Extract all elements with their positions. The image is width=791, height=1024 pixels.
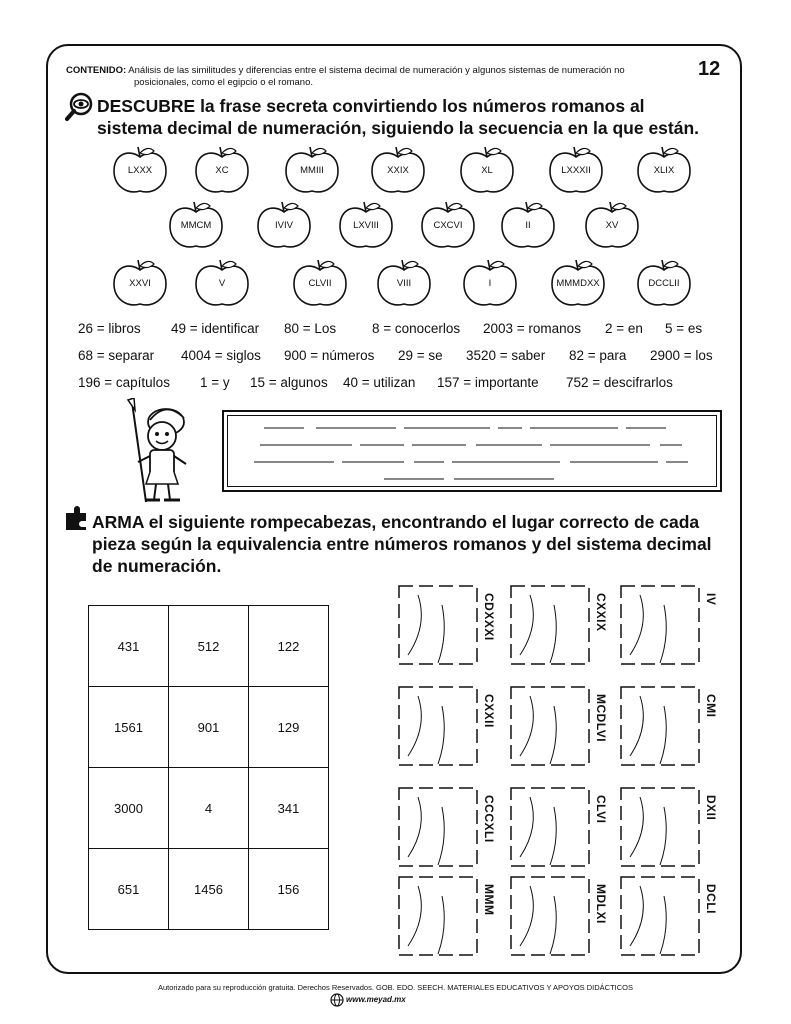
apple-card	[190, 145, 254, 197]
content-label: CONTENIDO:	[66, 65, 127, 76]
piece-roman-numeral: IV	[704, 593, 718, 606]
piece-outline	[398, 585, 494, 665]
dict-item: 68 = separar	[78, 348, 155, 363]
apple-roman-numeral: LXXX	[127, 165, 153, 176]
apple-roman-numeral: LXXXII	[561, 165, 591, 176]
apple-card	[334, 200, 398, 252]
piece-outline	[398, 876, 494, 956]
apple-roman-numeral: II	[525, 220, 531, 231]
piece-roman-numeral: CLVI	[594, 795, 608, 824]
grid-cell[interactable]: 1561	[89, 687, 169, 768]
answer-grid	[88, 605, 329, 930]
apple-roman-numeral: LXVIII	[353, 220, 379, 231]
puzzle-piece[interactable]	[398, 876, 494, 956]
section2-title-line1: ARMA el siguiente rompecabezas, encontrando el lugar correcto de cada	[92, 512, 700, 532]
apple-roman-numeral: XL	[481, 165, 493, 176]
apple-card	[372, 258, 436, 310]
apple-roman-numeral: I	[488, 278, 492, 289]
footer-text: Autorizado para su reproducción gratuita. Derechos Reservados. GOB. EDO. SEECH. MATERIALES EDUCATIVOS Y APOYOS DIDÁCTICOS	[157, 983, 634, 992]
piece-roman-numeral: CXXII	[482, 694, 496, 728]
piece-roman-numeral: DCLI	[704, 884, 718, 914]
dict-item: 15 = algunos	[250, 375, 328, 390]
grid-cell[interactable]: 1456	[169, 849, 249, 930]
apple-card	[164, 200, 228, 252]
piece-outline	[510, 787, 606, 867]
apple-roman-numeral: MMIII	[300, 165, 324, 176]
piece-outline	[510, 686, 606, 766]
apple-card	[252, 200, 316, 252]
grid-cell[interactable]: 156	[249, 849, 329, 930]
grid-cell[interactable]: 901	[169, 687, 249, 768]
section1-title-line1: DESCUBRE la frase secreta convirtiendo los números romanos al	[97, 96, 645, 116]
dict-item: 80 = Los	[284, 321, 337, 336]
grid-cell[interactable]: 431	[89, 606, 169, 687]
apple-roman-numeral: VIII	[396, 278, 412, 289]
dict-item: 2900 = los	[650, 348, 713, 363]
puzzle-piece[interactable]	[620, 876, 716, 956]
apple-roman-numeral: XXIX	[387, 165, 409, 176]
dict-item: 2003 = romanos	[483, 321, 581, 336]
piece-outline	[620, 876, 716, 956]
piece-outline	[510, 876, 606, 956]
apple-card	[632, 258, 696, 310]
answer-box[interactable]	[222, 410, 722, 492]
dict-item: 1 = y	[200, 375, 230, 390]
magnifier-eye-icon	[64, 92, 94, 122]
apple-roman-numeral: CXCVI	[433, 220, 463, 231]
dict-item: 157 = importante	[437, 375, 539, 390]
puzzle-piece[interactable]	[510, 787, 606, 867]
apple-card	[108, 145, 172, 197]
dict-item: 752 = descifrarlos	[566, 375, 673, 390]
apple-card	[280, 145, 344, 197]
puzzle-piece[interactable]	[398, 787, 494, 867]
dict-item: 3520 = saber	[466, 348, 546, 363]
grid-cell[interactable]: 651	[89, 849, 169, 930]
piece-roman-numeral: CXXIX	[594, 593, 608, 632]
apple-roman-numeral: XC	[215, 165, 229, 176]
piece-roman-numeral: MDLXI	[594, 884, 608, 924]
dict-item: 8 = conocerlos	[372, 321, 461, 336]
piece-roman-numeral: MCDLVI	[594, 694, 608, 743]
apple-card	[458, 258, 522, 310]
apple-card	[632, 145, 696, 197]
content-text: Análisis de las similitudes y diferencias entre el sistema decimal de numeración y algunos sistemas de numeración no	[128, 65, 625, 76]
grid-cell[interactable]: 129	[249, 687, 329, 768]
piece-outline	[398, 686, 494, 766]
page-number: 12	[698, 58, 721, 80]
apple-card	[546, 258, 610, 310]
puzzle-piece[interactable]	[620, 686, 716, 766]
dict-item: 5 = es	[665, 321, 703, 336]
apple-card	[366, 145, 430, 197]
dict-item: 2 = en	[605, 321, 643, 336]
dict-item: 49 = identificar	[171, 321, 260, 336]
apple-card	[496, 200, 560, 252]
dict-item: 40 = utilizan	[343, 375, 416, 390]
apple-roman-numeral: XXVI	[129, 278, 151, 289]
grid-cell[interactable]: 341	[249, 768, 329, 849]
dict-item: 900 = números	[284, 348, 375, 363]
apple-roman-numeral: MMMDXX	[556, 278, 600, 289]
piece-outline	[620, 585, 716, 665]
puzzle-icon	[62, 503, 90, 531]
piece-outline	[510, 585, 606, 665]
piece-roman-numeral: DXII	[704, 795, 718, 821]
apple-card	[190, 258, 254, 310]
answer-blanks	[224, 412, 720, 490]
apple-roman-numeral: V	[218, 278, 226, 289]
apple-roman-numeral: CLVII	[308, 278, 332, 289]
dict-item: 4004 = siglos	[181, 348, 261, 363]
puzzle-piece[interactable]	[398, 686, 494, 766]
grid-cell[interactable]: 122	[249, 606, 329, 687]
puzzle-piece[interactable]	[510, 585, 606, 665]
apple-card	[416, 200, 480, 252]
content-text-2: posicionales, como el egipcio o el romano.	[134, 77, 314, 88]
piece-roman-numeral: MMM	[482, 884, 496, 916]
puzzle-piece[interactable]	[510, 686, 606, 766]
globe-icon	[330, 993, 344, 1007]
roman-soldier-illustration	[110, 398, 206, 506]
section2-title-line2: pieza según la equivalencia entre números romanos y del sistema decimal	[92, 534, 712, 554]
piece-outline	[620, 787, 716, 867]
apple-card	[455, 145, 519, 197]
apple-card	[108, 258, 172, 310]
piece-outline	[620, 686, 716, 766]
apple-card	[544, 145, 608, 197]
puzzle-piece[interactable]	[510, 876, 606, 956]
apple-roman-numeral: IVIV	[275, 220, 293, 231]
piece-roman-numeral: CMI	[704, 694, 718, 718]
grid-cell[interactable]: 4	[169, 768, 249, 849]
piece-roman-numeral: CCCXLI	[482, 795, 496, 843]
dict-item: 196 = capítulos	[78, 375, 170, 390]
apple-card	[580, 200, 644, 252]
apple-roman-numeral: DCCLII	[648, 278, 680, 289]
puzzle-piece[interactable]	[398, 585, 494, 665]
piece-outline	[398, 787, 494, 867]
apple-roman-numeral: XLIX	[653, 165, 675, 176]
piece-roman-numeral: CDXXXI	[482, 593, 496, 641]
content-description	[66, 65, 696, 89]
puzzle-piece[interactable]	[620, 787, 716, 867]
footer-url[interactable]: www.meyad.mx	[346, 995, 406, 1004]
grid-cell[interactable]: 3000	[89, 768, 169, 849]
apple-roman-numeral: XV	[605, 220, 619, 231]
section2-title-line3: de numeración.	[92, 556, 222, 576]
apple-roman-numeral: MMCM	[180, 220, 212, 231]
dict-item: 82 = para	[569, 348, 627, 363]
dict-item: 26 = libros	[78, 321, 141, 336]
section1-title-line2: sistema decimal de numeración, siguiendo la secuencia en la que están.	[97, 118, 700, 138]
dict-item: 29 = se	[398, 348, 443, 363]
apple-card	[288, 258, 352, 310]
puzzle-piece[interactable]	[620, 585, 716, 665]
grid-cell[interactable]: 512	[169, 606, 249, 687]
